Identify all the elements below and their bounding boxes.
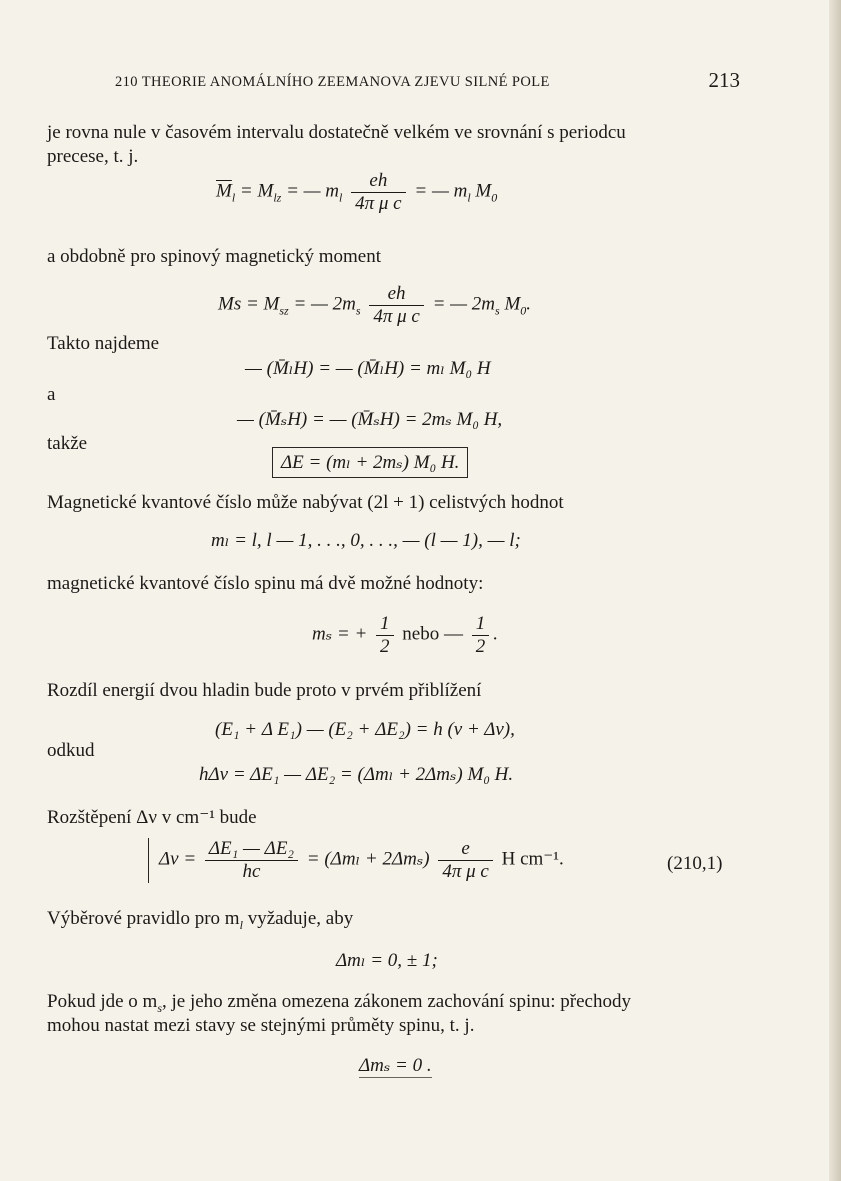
page-binding-shadow: [829, 0, 841, 1181]
equation-ml: $\overline{M}_l = M_{lz}$ = — $m_l$ $\frac{eh}{\text{4π μ c}}$ = — $m_l$ $M_0$: [216, 170, 498, 214]
paragraph-line: Rozdíl energií dvou hladin bude proto v prvém přiblížení: [47, 680, 482, 701]
page-header: [115, 70, 740, 100]
paragraph-line: Magnetické kvantové číslo může nabývat (2l + 1) celistvých hodnot: [47, 492, 564, 513]
paragraph-line: a obdobně pro spinový magnetický moment: [47, 246, 382, 267]
paragraph-line: precese, t. j.: [47, 146, 139, 167]
equation-ms-values: mₛ = + $\frac{1}{2}$ nebo — $\frac{1}{2}$ .: [312, 613, 498, 657]
paragraph-line: je rovna nule v časovém intervalu dostatečně velkém ve srovnání s periodcu: [47, 122, 626, 143]
equation-delta-e: ΔE = (mₗ + 2mₛ) M₀ H.: [272, 447, 468, 478]
equation-selection-ml: Δmₗ = 0, ± 1;: [336, 950, 438, 971]
paragraph-line: Výběrové pravidlo pro $m_l$ vyžaduje, aby: [47, 908, 354, 932]
equation-energy: (E₁ + Δ E₁) — (E₂ + ΔE₂) = h (ν + Δν),: [215, 719, 515, 740]
equation-msh: — (M̄ₛH) = — (M̄ₛH) = 2mₛ M₀ H,: [237, 409, 503, 430]
paragraph-line: Pokud jde o $m_s$, je jeho změna omezena zákonem zachování spinu: přechody: [47, 991, 631, 1015]
paragraph-line: mohou nastat mezi stavy se stejnými průměty spinu, t. j.: [47, 1015, 475, 1036]
paragraph-line: Rozštěpení Δν v cm⁻¹ bude: [47, 807, 257, 828]
paragraph-line: Takto najdeme: [47, 333, 160, 354]
page-number: 213: [708, 68, 740, 92]
equation-ml-values: mₗ = l, l — 1, . . ., 0, . . ., — (l — 1), — l;: [211, 530, 521, 551]
equation-number: (210,1): [667, 853, 723, 874]
equation-mlh: — (M̄ₗH) = — (M̄ₗH) = mₗ M₀ H: [245, 358, 491, 379]
equation-ms: $Ms = M_{sz}$ = — $2m_s$ $\frac{eh}{\text{4π μ c}}$ = — $2m_s$ $M_0$.: [218, 283, 532, 327]
running-title: 210 THEORIE ANOMÁLNÍHO ZEEMANOVA ZJEVU SILNÉ POLE: [115, 74, 550, 90]
paragraph-line: magnetické kvantové číslo spinu má dvě možné hodnoty:: [47, 573, 484, 594]
equation-splitting: Δν = $\frac{\text{ΔE₁ — ΔE₂}}{hc}$ = (Δmₗ + 2Δmₛ) $\frac{e}{\text{4π μ c}}$ H cm⁻¹.: [148, 838, 564, 883]
paragraph-line: a: [47, 384, 56, 405]
equation-selection-ms: Δmₛ = 0 .: [359, 1055, 432, 1076]
paragraph-line: takže: [47, 433, 88, 454]
paragraph-line: odkud: [47, 740, 95, 761]
equation-h-delta-nu: hΔν = ΔE₁ — ΔE₂ = (Δmₗ + 2Δmₛ) M₀ H.: [199, 764, 514, 785]
